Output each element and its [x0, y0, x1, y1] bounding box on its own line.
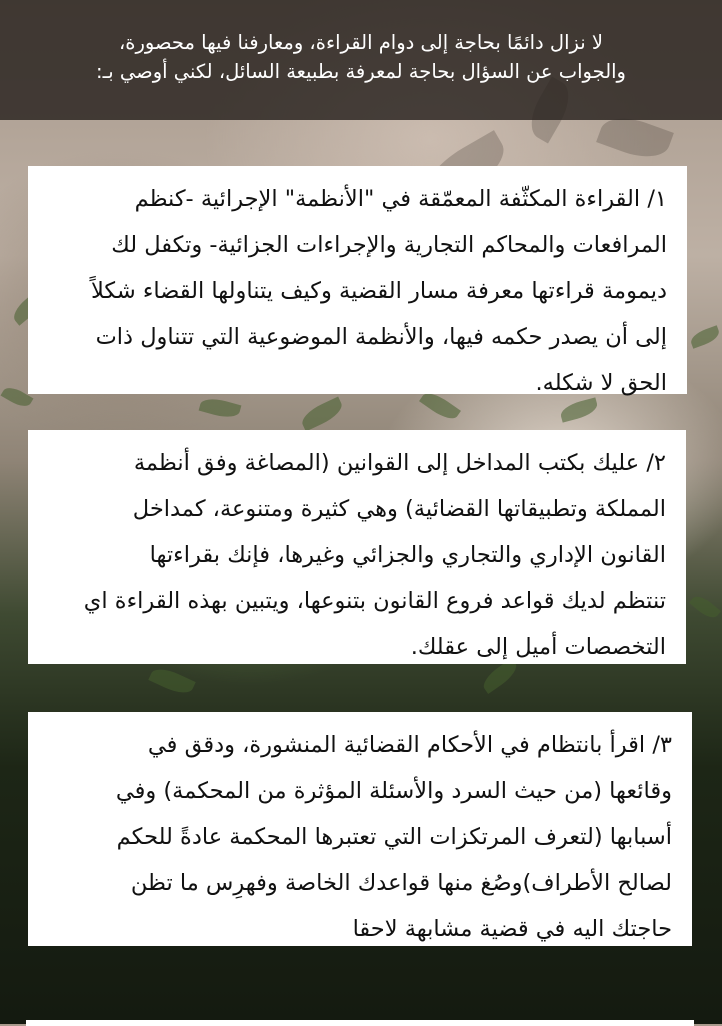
- point-line: حاجتك اليه في قضية مشابهة لاحقا: [352, 916, 672, 942]
- point-line: أسبابها (لتعرف المرتكزات التي تعتبرها المحكمة عادةً للحكم: [116, 824, 672, 850]
- point-line: ديمومة قراءتها معرفة مسار القضية وكيف يتناولها القضاء شكلاً: [90, 278, 667, 304]
- point-line: ١/ القراءة المكثّفة المعمّقة في "الأنظمة" الإجرائية -كنظم: [134, 186, 667, 212]
- point-line: لصالح الأطراف)وصُغ منها قواعدك الخاصة وفهرِس ما تظن: [130, 870, 672, 896]
- point-line: تنتظم لديك قواعد فروع القانون بتنوعها، ويتبين بهذه القراءة اي: [83, 588, 666, 614]
- point-card-1: [28, 166, 687, 394]
- point-line: إلى أن يصدر حكمه فيها، والأنظمة الموضوعية التي تتناول ذات: [95, 324, 667, 350]
- point-line: ٣/ اقرأ بانتظام في الأحكام القضائية المنشورة، ودقق في: [147, 732, 672, 758]
- point-card-2: [28, 430, 686, 664]
- point-line: ٢/ عليك بكتب المداخل إلى القوانين (المصاغة وفق أنظمة: [133, 450, 666, 476]
- point-card-3: [28, 712, 692, 946]
- point-line: الحق لا شكله.: [535, 370, 667, 396]
- point-line: المرافعات والمحاكم التجارية والإجراءات الجزائية- وتكفل لك: [111, 232, 667, 258]
- intro-line: لا نزال دائمًا بحاجة إلى دوام القراءة، ومعارفنا فيها محصورة،: [118, 31, 604, 54]
- intro-line: والجواب عن السؤال بحاجة لمعرفة بطبيعة السائل، لكني أوصي بـ:: [96, 60, 626, 83]
- intro-text: [20, 28, 702, 86]
- point-line: المملكة وتطبيقاتها القضائية) وهي كثيرة ومتنوعة، كمداخل: [132, 496, 666, 522]
- point-line: التخصصات أميل إلى عقلك.: [410, 634, 666, 660]
- intro-banner: [0, 0, 722, 120]
- next-card-edge: [26, 1020, 694, 1026]
- point-line: القانون الإداري والتجاري والجزائي وغيرها، فإنك بقراءتها: [149, 542, 666, 568]
- point-line: وقائعها (من حيث السرد والأسئلة المؤثرة من المحكمة) وفي: [115, 778, 672, 804]
